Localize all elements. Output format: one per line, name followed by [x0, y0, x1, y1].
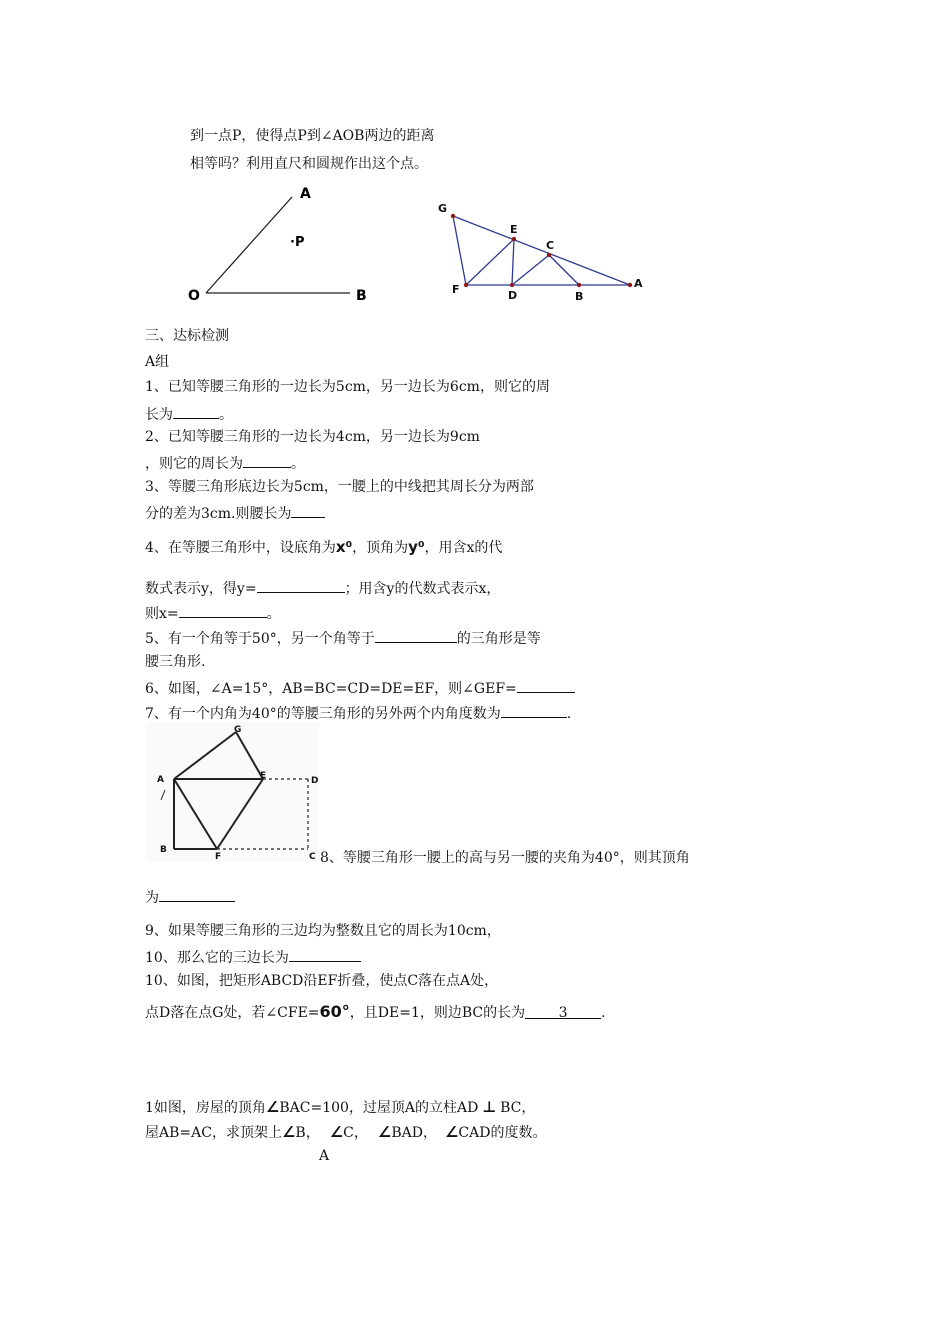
last-label-a: A — [319, 1148, 330, 1164]
label-d: D — [508, 289, 518, 302]
q3-line-2: 分的差为3cm.则腰长为 — [145, 503, 325, 523]
angle-icon: ∠ — [329, 1123, 344, 1141]
q10-line-2: 点D落在点G处，若∠CFE=60°，且DE=1，则边BC的长为 3 . — [145, 1002, 606, 1021]
label-o: O — [188, 288, 200, 304]
q3-blank — [291, 503, 325, 518]
label-f: F — [452, 283, 460, 296]
label-c: C — [546, 239, 555, 252]
perpendicular-icon: ⊥ — [482, 1098, 497, 1116]
label-g: G — [438, 202, 448, 215]
q7-line: 7、有一个内角为40°的等腰三角形的另外两个内角度数为 . — [145, 703, 571, 723]
intro-line-1: 到一点P，使得点P到∠AOB两边的距离 — [190, 128, 435, 144]
point-c — [547, 253, 551, 257]
angle-60-symbol: 60° — [319, 1002, 350, 1021]
q7-blank — [501, 703, 567, 718]
q6-line: 6、如图，∠A=15°，AB=BC=CD=DE=EF，则∠GEF= — [145, 678, 575, 698]
last-line-2: 屋AB=AC，求顶架上∠B， ∠C， ∠BAD， ∠CAD的度数。 — [145, 1123, 547, 1141]
q6-blank — [517, 678, 575, 693]
point-e — [512, 237, 516, 241]
label-a: A — [300, 186, 311, 202]
group-label: A组 — [145, 354, 170, 370]
figure-triangle-chain — [430, 195, 655, 310]
q9-line-1: 9、如果等腰三角形的三边均为整数且它的周长为10cm， — [145, 923, 501, 939]
q10-line-1: 10、如图，把矩形ABCD沿EF折叠，使点C落在点A处， — [145, 973, 499, 989]
q5-blank — [375, 628, 457, 643]
q5-line-2: 腰三角形. — [145, 654, 206, 670]
ray-oa — [206, 197, 292, 293]
q4-line-1: 4、在等腰三角形中，设底角为x⁰，顶角为y⁰，用含x的代 — [145, 538, 503, 556]
q4-blank-x — [179, 603, 267, 618]
label-a: A — [157, 775, 164, 785]
q4-blank-y — [257, 578, 345, 593]
angle-icon: ∠ — [281, 1123, 296, 1141]
q2-line-1: 2、已知等腰三角形的一边长为4cm，另一边长为9cm — [145, 429, 480, 445]
q2-blank — [243, 453, 291, 468]
q10-answer: 3 — [525, 1004, 601, 1019]
label-e: E — [510, 223, 518, 236]
label-g: G — [234, 725, 242, 735]
segment-ed — [512, 239, 514, 285]
label-b: B — [575, 290, 584, 303]
segment-gf — [453, 216, 466, 285]
q4-line-2: 数式表示y，得y= ；用含y的代数式表示x， — [145, 578, 500, 598]
point-b — [577, 283, 581, 287]
label-f: F — [215, 852, 222, 862]
last-line-1: 1如图，房屋的顶角∠BAC=100，过屋顶A的立柱AD ⊥ BC， — [145, 1098, 536, 1116]
q4-line-3: 则x= 。 — [145, 603, 281, 623]
q1-blank — [173, 404, 219, 419]
q2-line-2: ，则它的周长为 。 — [145, 453, 305, 473]
point-d — [510, 283, 514, 287]
label-p: ·P — [290, 235, 305, 250]
label-e: E — [260, 771, 267, 781]
q9-line-2: 10、那么它的三边长为 — [145, 947, 361, 967]
point-a — [628, 283, 632, 287]
q8-blank — [159, 887, 235, 902]
q8-line-1: 8、等腰三角形一腰上的高与另一腰的夹角为40°，则其顶角 — [320, 850, 690, 866]
q3-line-1: 3、等腰三角形底边长为5cm，一腰上的中线把其周长分为两部 — [145, 479, 534, 495]
q1-line-1: 1、已知等腰三角形的一边长为5cm，另一边长为6cm，则它的周 — [145, 379, 550, 395]
segment-fe — [466, 239, 514, 285]
segment-dc — [512, 255, 549, 285]
angle-icon: ∠ — [265, 1098, 280, 1116]
y-zero-symbol: y⁰ — [408, 538, 425, 556]
intro-line-2: 相等吗？利用直尺和圆规作出这个点。 — [190, 156, 428, 172]
figure-folded-rectangle — [147, 722, 319, 862]
q5-line-1: 5、有一个角等于50°，另一个角等于 的三角形是等 — [145, 628, 541, 648]
point-f — [464, 283, 468, 287]
segment-ga — [453, 216, 630, 285]
label-d: D — [311, 776, 319, 786]
label-b: B — [356, 288, 367, 304]
angle-icon: ∠ — [377, 1123, 392, 1141]
point-g — [451, 214, 455, 218]
label-a: A — [634, 277, 643, 290]
q8-line-2: 为 — [145, 887, 235, 907]
label-b: B — [160, 845, 167, 855]
x-zero-symbol: x⁰ — [335, 538, 353, 556]
q9-blank — [289, 947, 361, 962]
figure-angle-aob — [180, 180, 390, 310]
q1-line-2: 长为 。 — [145, 404, 233, 424]
angle-icon: ∠ — [444, 1123, 459, 1141]
label-c: C — [309, 852, 316, 862]
section-title: 三、达标检测 — [145, 328, 229, 344]
